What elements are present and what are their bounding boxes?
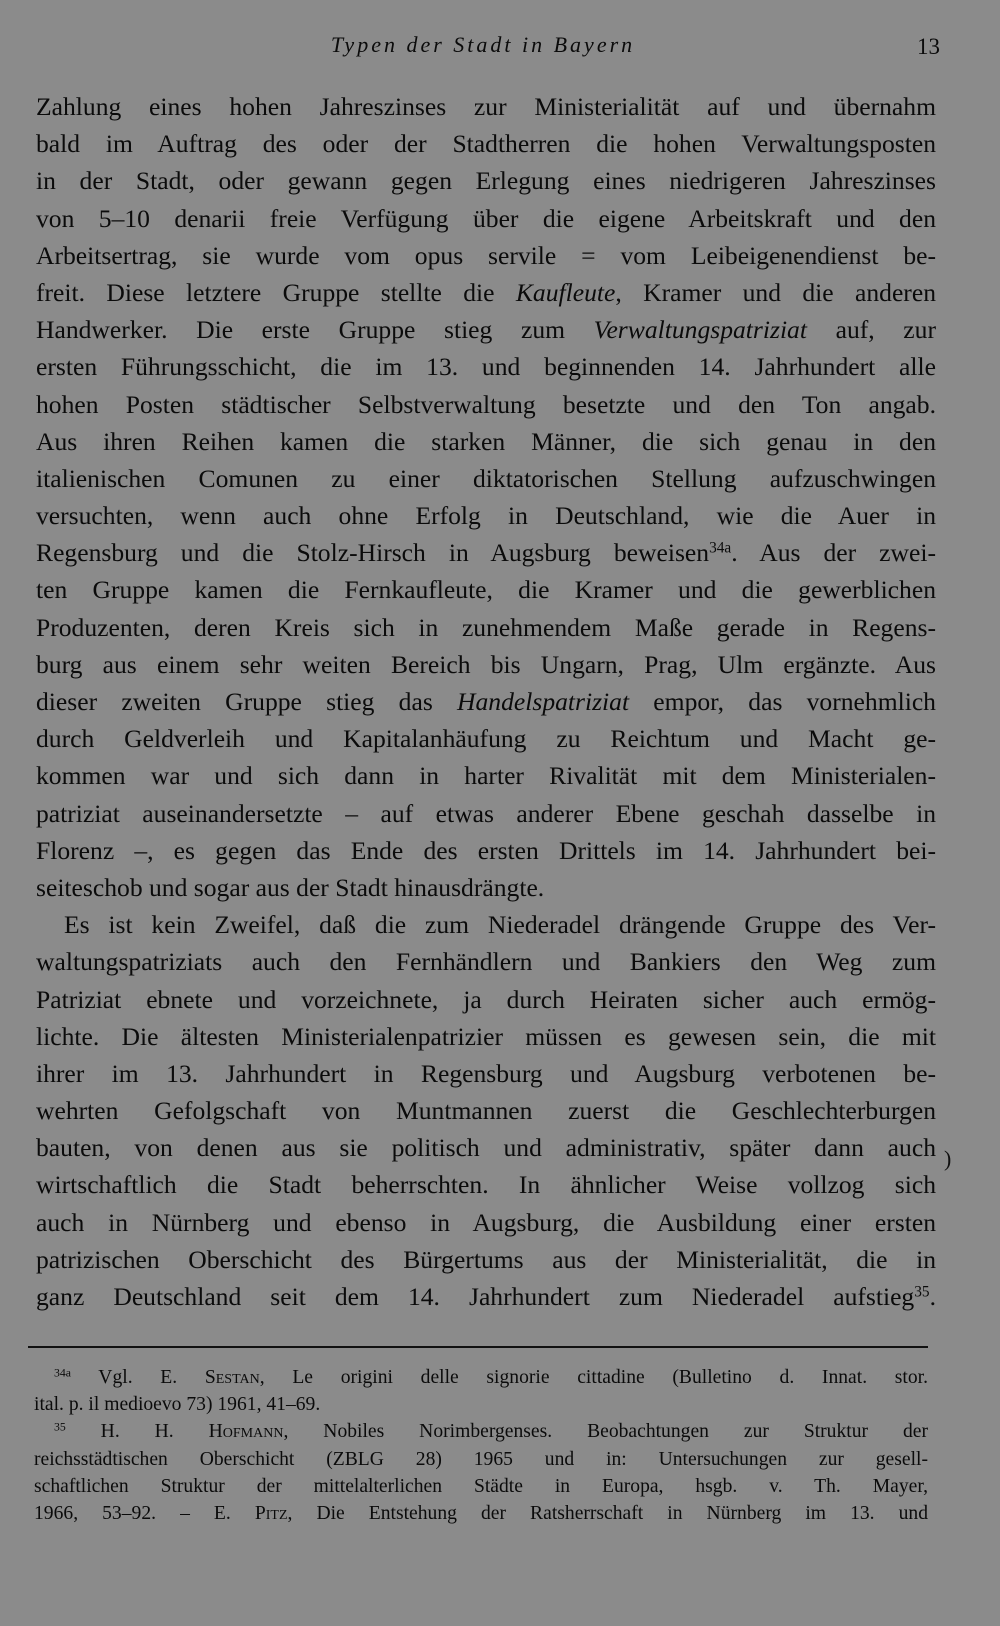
footnote-line: reichsstädtischen Oberschicht (ZBLG 28) 1965 und in: Untersuchungen zur gesell- <box>34 1448 928 1470</box>
text-line: italienischen Comunen zu einer diktatorischen Stellung aufzuschwingen <box>36 463 936 493</box>
text-line: hohen Posten städtischer Selbstverwaltung besetzte und den Ton angab. <box>36 389 936 419</box>
footnote-line: $^{34a}$ Vgl. E. Sestan, Le origini delle signorie cittadine (Bulletino d. Innat. stor. <box>54 1366 928 1388</box>
footnote-line: ital. p. il medioevo 73) 1961, 41–69. <box>34 1394 321 1416</box>
paragraph-2 <box>36 906 936 1315</box>
footnote-ref-34a[interactable]: 34a <box>709 539 732 557</box>
paragraph-1 <box>36 88 936 906</box>
text-line: bald im Auftrag des oder der Stadtherren die hohen Verwaltungsposten <box>36 129 936 159</box>
text-line: wirtschaftlich die Stadt beherrschten. In ähnlicher Weise vollzog sich <box>36 1170 936 1200</box>
text-line: Zahlung eines hohen Jahreszinses zur Ministerialität auf und übernahm <box>36 92 936 121</box>
text-line: Aus ihren Reihen kamen die starken Männer, die sich genau in den <box>36 426 936 456</box>
footnotes <box>34 1364 928 1527</box>
emphasis-kaufleute: Kaufleute <box>515 277 616 307</box>
author-name: Sestan <box>204 1367 260 1388</box>
text-line: Regensburg und die Stolz-Hirsch in Augsburg beweisen$^{34a}$. Aus der zwei- <box>36 538 937 568</box>
text-line: von 5–10 denarii freie Verfügung über die eigene Arbeitskraft und den <box>36 203 936 233</box>
text-line: versuchten, wenn auch ohne Erfolg in Deutschland, wie die Auer in <box>36 501 936 531</box>
footnote-line: 1966, 53–92. – E. Pitz, Die Entstehung der Ratsherrschaft in Nürnberg im 13. und <box>34 1502 928 1524</box>
text-line: bauten, von denen aus sie politisch und administrativ, später dann auch <box>36 1133 936 1163</box>
text-line: patriziat auseinandersetzte – auf etwas anderer Ebene geschah dasselbe in <box>36 798 936 828</box>
footnote-marker: 35 <box>54 1420 66 1434</box>
margin-annotation: ) <box>944 1146 952 1171</box>
main-text <box>36 88 936 1315</box>
text-line: in der Stadt, oder gewann gegen Erlegung eines niedrigeren Jahreszinses <box>36 166 936 196</box>
author-name: Hofmann <box>208 1421 284 1443</box>
text-line: kommen war und sich dann in harter Rivalität mit dem Ministerialen- <box>36 761 936 791</box>
text-line: ihrer im 13. Jahrhundert in Regensburg und Augsburg verbotenen be- <box>36 1058 936 1088</box>
text-line: lichte. Die ältesten Ministerialenpatrizier müssen es gewesen sein, die mit <box>36 1021 936 1051</box>
footnote-34a <box>34 1364 928 1418</box>
text-line: Es ist kein Zweifel, daß die zum Niederadel drängende Gruppe des Ver- <box>64 910 936 940</box>
text-line: auch in Nürnberg und ebenso in Augsburg, die Ausbildung einer ersten <box>36 1207 936 1237</box>
text-line: Patriziat ebnete und vorzeichnete, ja durch Heiraten sicher auch ermög- <box>36 984 936 1014</box>
footnote-35 <box>34 1418 928 1527</box>
page-number: 13 <box>917 34 940 59</box>
running-title: Typen der Stadt in Bayern <box>330 32 636 57</box>
text-line: ersten Führungsschicht, die im 13. und beginnenden 14. Jahrhundert alle <box>36 352 936 382</box>
author-name: Pitz <box>254 1502 288 1524</box>
emphasis-verwaltungspatriziat: Verwaltungspatriziat <box>593 315 807 345</box>
footnote-line: schaftlichen Struktur der mittelalterlichen Städte in Europa, hsgb. v. Th. Mayer, <box>34 1475 928 1497</box>
text-line: ganz Deutschland seit dem 14. Jahrhundert zum Niederadel aufstieg$^{35}$. <box>36 1282 936 1311</box>
text-line: burg aus einem sehr weiten Bereich bis Ungarn, Prag, Ulm ergänzte. Aus <box>36 649 936 679</box>
text-line: wehrten Gefolgschaft von Muntmannen zuerst die Geschlechterburgen <box>36 1096 936 1126</box>
text-line: Produzenten, deren Kreis sich in zunehmendem Maße gerade in Regens- <box>36 612 936 642</box>
footnote-divider <box>28 1346 928 1348</box>
page-header <box>36 32 940 66</box>
text-line: Arbeitsertrag, sie wurde vom opus servile = vom Leibeigenendienst be- <box>36 240 936 270</box>
text-line: dieser zweiten Gruppe stieg das Handelspatriziat empor, das vornehmlich <box>36 687 936 716</box>
footnote-marker: 34a <box>54 1366 71 1380</box>
text-line: Florenz –, es gegen das Ende des ersten Drittels im 14. Jahrhundert bei- <box>36 835 936 865</box>
emphasis-handelspatriziat: Handelspatriziat <box>457 687 630 716</box>
text-line: ten Gruppe kamen die Fernkaufleute, die Kramer und die gewerblichen <box>36 575 936 605</box>
text-line: waltungspatriziats auch den Fernhändlern und Bankiers den Weg zum <box>36 947 936 977</box>
text-line: patrizischen Oberschicht des Bürgertums aus der Ministerialität, die in <box>36 1244 936 1274</box>
footnote-line: $^{35}$ H. H. Hofmann, Nobiles Norimbergenses. Beobachtungen zur Struktur der <box>54 1420 928 1443</box>
footnote-ref-35[interactable]: 35 <box>914 1283 930 1301</box>
text-line: Handwerker. Die erste Gruppe stieg zum Verwaltungspatriziat auf, zur <box>36 315 936 345</box>
text-line: durch Geldverleih und Kapitalanhäufung zu Reichtum und Macht ge- <box>36 724 936 754</box>
text-line: seiteschob und sogar aus der Stadt hinausdrängte. <box>36 872 545 902</box>
text-line: freit. Diese letztere Gruppe stellte die Kaufleute, Kramer und die anderen <box>36 277 936 307</box>
